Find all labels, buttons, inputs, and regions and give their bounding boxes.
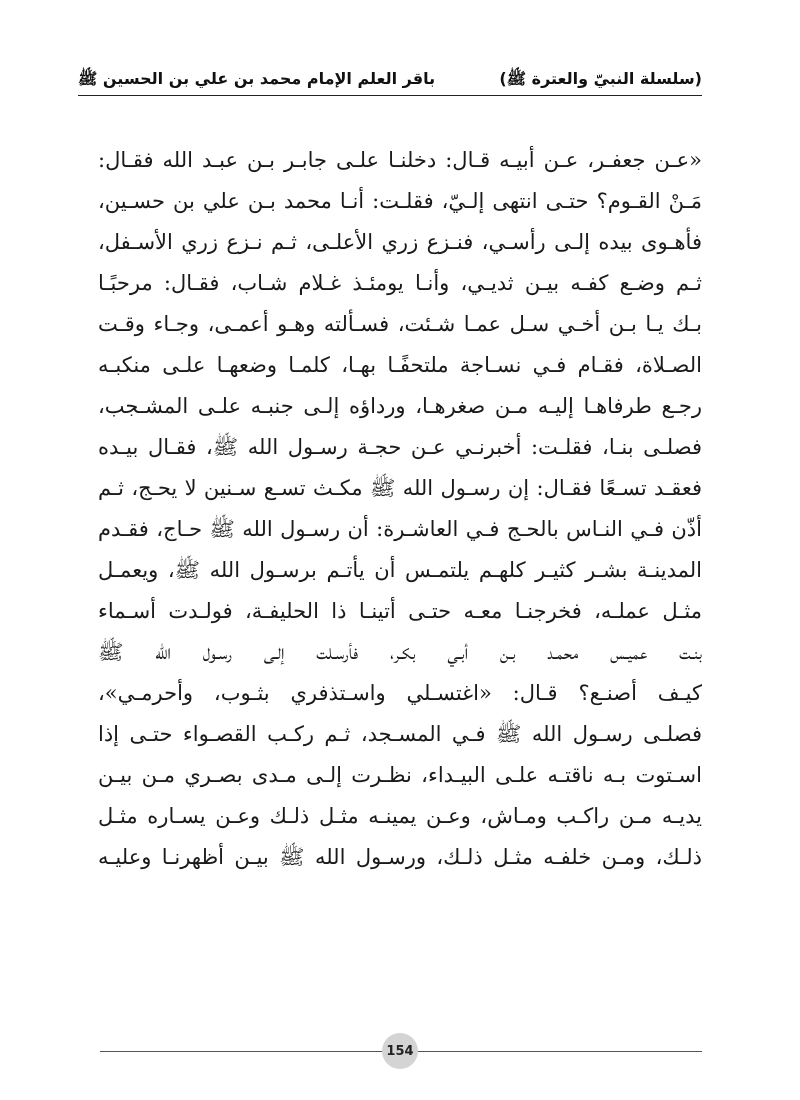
text-line: فأهـوى بيده إلـى رأسـي، فنـزع زري الأعلـى، ثـم نـزع زري الأسـفل، (98, 230, 702, 254)
text-line: «عـن جعفـر، عـن أبيـه قـال: دخلنـا علـى جابـر بـن عبـد الله فقـال: (98, 148, 702, 172)
text-line: الصـلاة، فقـام فـي نسـاجة ملتحفًـا بهـا، كلمـا وضعهـا علـى منكبـه (98, 353, 702, 377)
text-line: فعقـد تسـعًا فقـال: إن رسـول الله ﷺ مكـث تسـع سـنين لا يحـج، ثـم (98, 476, 702, 500)
text-line: فصلـى رسـول الله ﷺ فـي المسـجد، ثـم ركـب القصـواء حتـى إذا (98, 722, 702, 746)
text-line: المدينـة بشـر كثيـر كلهـم يلتمـس أن يأتـم برسـول الله ﷺ، ويعمـل (98, 558, 702, 582)
footer-rule-right (418, 1051, 702, 1052)
text-line: مَـنْ القـوم؟ حتـى انتهى إلـيّ، فقلـت: أنـا محمد بـن علي بن حسـين، (98, 189, 702, 213)
text-line: رجـع طرفاهـا إليـه مـن صغرهـا، ورداؤه إلـى جنبـه علـى المشـجب، (98, 394, 702, 418)
main-text (98, 140, 702, 878)
book-title: باقر العلم الإمام محمد بن علي بن الحسين ﷺ (78, 69, 436, 88)
text-line: فصلـى بنـا، فقلـت: أخبرنـي عـن حجـة رسـول الله ﷺ، فقـال بيـده (98, 435, 702, 459)
text-line: ثـم وضـع كفـه بيـن ثديـي، وأنـا يومئـذ غـلام شـاب، فقـال: مرحبًـا (98, 271, 702, 295)
series-title: (سلسلة النبيّ والعترة ﷺ) (499, 69, 702, 88)
text-line: أذّن فـي النـاس بالحـج فـي العاشـرة: أن رسـول الله ﷺ حـاج، فقـدم (98, 517, 702, 541)
text-line: بـك يـا بـن أخـي سـل عمـا شـئت، فسـألته وهـو أعمـى، وجـاء وقـت (98, 312, 702, 336)
text-line: مثـل عملـه، فخرجنـا معـه حتـى أتينـا ذا الحليفـة، فولـدت أسـماء (98, 599, 702, 623)
header-divider (78, 95, 702, 96)
text-line: اسـتوت بـه ناقتـه علـى البيـداء، نظـرت إلـى مـدى بصـري مـن بيـن (98, 763, 702, 787)
text-line: ذلـك، ومـن خلفـه مثـل ذلـك، ورسـول الله ﷺ بيـن أظهرنـا وعليـه (98, 845, 702, 869)
running-header (78, 52, 702, 92)
text-line: كيـف أصنـع؟ قـال: «اغتسـلي واسـتذفري بثـوب، وأحرمـي»، (98, 681, 702, 705)
page-number: 154 (382, 1033, 418, 1069)
footer-rule-left (100, 1051, 382, 1052)
text-line: بنـت عميـس محمـد بـن أبـي بكـر، فأرسـلت إلـى رسـول الله ﷺ (98, 640, 702, 664)
text-line: يديـه مـن راكـب ومـاش، وعـن يمينـه مثـل ذلـك وعـن يسـاره مثـل (98, 804, 702, 828)
